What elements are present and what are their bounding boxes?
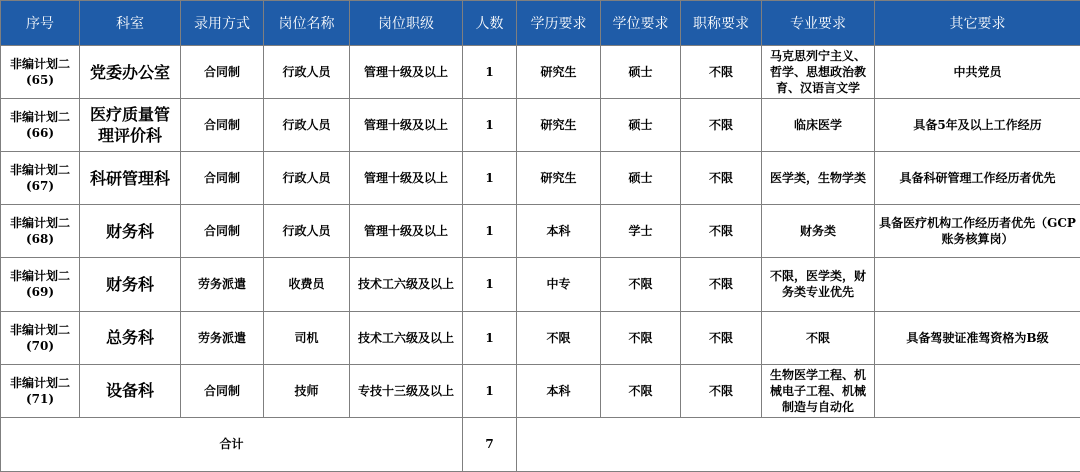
cell-degree: 不限 <box>601 311 681 364</box>
total-empty <box>517 417 1080 471</box>
cell-position: 技师 <box>264 364 350 417</box>
cell-title: 不限 <box>681 152 762 205</box>
header-major: 专业要求 <box>762 1 875 46</box>
cell-method: 劳务派遣 <box>181 258 264 311</box>
cell-dept: 医疗质量管 理评价科 <box>80 99 181 152</box>
cell-level: 管理十级及以上 <box>350 205 463 258</box>
cell-position: 行政人员 <box>264 99 350 152</box>
table-row <box>1 152 1080 205</box>
cell-count: 1 <box>463 311 517 364</box>
header-title: 职称要求 <box>681 1 762 46</box>
cell-degree: 硕士 <box>601 46 681 99</box>
cell-dept: 党委办公室 <box>80 46 181 99</box>
cell-title: 不限 <box>681 99 762 152</box>
cell-education: 研究生 <box>517 99 601 152</box>
cell-count: 1 <box>463 258 517 311</box>
cell-method: 合同制 <box>181 46 264 99</box>
cell-count: 1 <box>463 152 517 205</box>
header-level: 岗位职级 <box>350 1 463 46</box>
cell-major: 生物医学工程、机 械电子工程、机械 制造与自动化 <box>762 364 875 417</box>
total-row <box>1 417 1080 471</box>
cell-count: 1 <box>463 99 517 152</box>
cell-position: 行政人员 <box>264 152 350 205</box>
cell-level: 专技十三级及以上 <box>350 364 463 417</box>
cell-count: 1 <box>463 205 517 258</box>
cell-dept: 科研管理科 <box>80 152 181 205</box>
cell-other: 具备驾驶证准驾资格为B级 <box>875 311 1080 364</box>
cell-education: 研究生 <box>517 152 601 205</box>
cell-position: 收费员 <box>264 258 350 311</box>
cell-major: 医学类，生物学类 <box>762 152 875 205</box>
cell-method: 合同制 <box>181 364 264 417</box>
cell-position: 行政人员 <box>264 46 350 99</box>
header-position: 岗位名称 <box>264 1 350 46</box>
cell-education: 不限 <box>517 311 601 364</box>
cell-degree: 硕士 <box>601 152 681 205</box>
cell-serial: 非编计划二 (71) <box>1 364 80 417</box>
cell-degree: 硕士 <box>601 99 681 152</box>
cell-serial: 非编计划二 (68) <box>1 205 80 258</box>
table-row <box>1 205 1080 258</box>
cell-other <box>875 364 1080 417</box>
cell-education: 本科 <box>517 364 601 417</box>
cell-position: 行政人员 <box>264 205 350 258</box>
cell-serial: 非编计划二 (66) <box>1 99 80 152</box>
cell-education: 中专 <box>517 258 601 311</box>
header-degree: 学位要求 <box>601 1 681 46</box>
cell-education: 本科 <box>517 205 601 258</box>
cell-degree: 学士 <box>601 205 681 258</box>
cell-position: 司机 <box>264 311 350 364</box>
cell-count: 1 <box>463 46 517 99</box>
cell-title: 不限 <box>681 205 762 258</box>
header-dept: 科室 <box>80 1 181 46</box>
table-row <box>1 258 1080 311</box>
cell-title: 不限 <box>681 311 762 364</box>
header-count: 人数 <box>463 1 517 46</box>
cell-major: 不限 <box>762 311 875 364</box>
cell-degree: 不限 <box>601 364 681 417</box>
table-row <box>1 311 1080 364</box>
cell-serial: 非编计划二 (67) <box>1 152 80 205</box>
cell-dept: 设备科 <box>80 364 181 417</box>
cell-method: 合同制 <box>181 99 264 152</box>
header-serial: 序号 <box>1 1 80 46</box>
table-header <box>1 1 1080 46</box>
cell-title: 不限 <box>681 46 762 99</box>
cell-major: 不限，医学类，财 务类专业优先 <box>762 258 875 311</box>
cell-title: 不限 <box>681 258 762 311</box>
cell-other: 具备医疗机构工作经历者优先（GCP 账务核算岗） <box>875 205 1080 258</box>
cell-dept: 财务科 <box>80 205 181 258</box>
cell-level: 技术工六级及以上 <box>350 258 463 311</box>
cell-other: 具备5年及以上工作经历 <box>875 99 1080 152</box>
cell-other: 具备科研管理工作经历者优先 <box>875 152 1080 205</box>
header-other: 其它要求 <box>875 1 1080 46</box>
cell-method: 合同制 <box>181 152 264 205</box>
cell-other <box>875 258 1080 311</box>
cell-dept: 财务科 <box>80 258 181 311</box>
cell-serial: 非编计划二 (70) <box>1 311 80 364</box>
cell-serial: 非编计划二 (65) <box>1 46 80 99</box>
cell-level: 管理十级及以上 <box>350 152 463 205</box>
cell-other: 中共党员 <box>875 46 1080 99</box>
cell-level: 技术工六级及以上 <box>350 311 463 364</box>
total-label: 合计 <box>1 417 463 471</box>
cell-major: 马克思列宁主义、 哲学、思想政治教 育、汉语言文学 <box>762 46 875 99</box>
cell-method: 合同制 <box>181 205 264 258</box>
cell-serial: 非编计划二 (69) <box>1 258 80 311</box>
table-row <box>1 99 1080 152</box>
cell-count: 1 <box>463 364 517 417</box>
cell-dept: 总务科 <box>80 311 181 364</box>
header-education: 学历要求 <box>517 1 601 46</box>
cell-level: 管理十级及以上 <box>350 99 463 152</box>
table-body <box>1 46 1080 472</box>
cell-method: 劳务派遣 <box>181 311 264 364</box>
header-method: 录用方式 <box>181 1 264 46</box>
cell-level: 管理十级及以上 <box>350 46 463 99</box>
cell-title: 不限 <box>681 364 762 417</box>
cell-education: 研究生 <box>517 46 601 99</box>
total-count: 7 <box>463 417 517 471</box>
table-row <box>1 46 1080 99</box>
table-row <box>1 364 1080 417</box>
cell-degree: 不限 <box>601 258 681 311</box>
cell-major: 临床医学 <box>762 99 875 152</box>
cell-major: 财务类 <box>762 205 875 258</box>
